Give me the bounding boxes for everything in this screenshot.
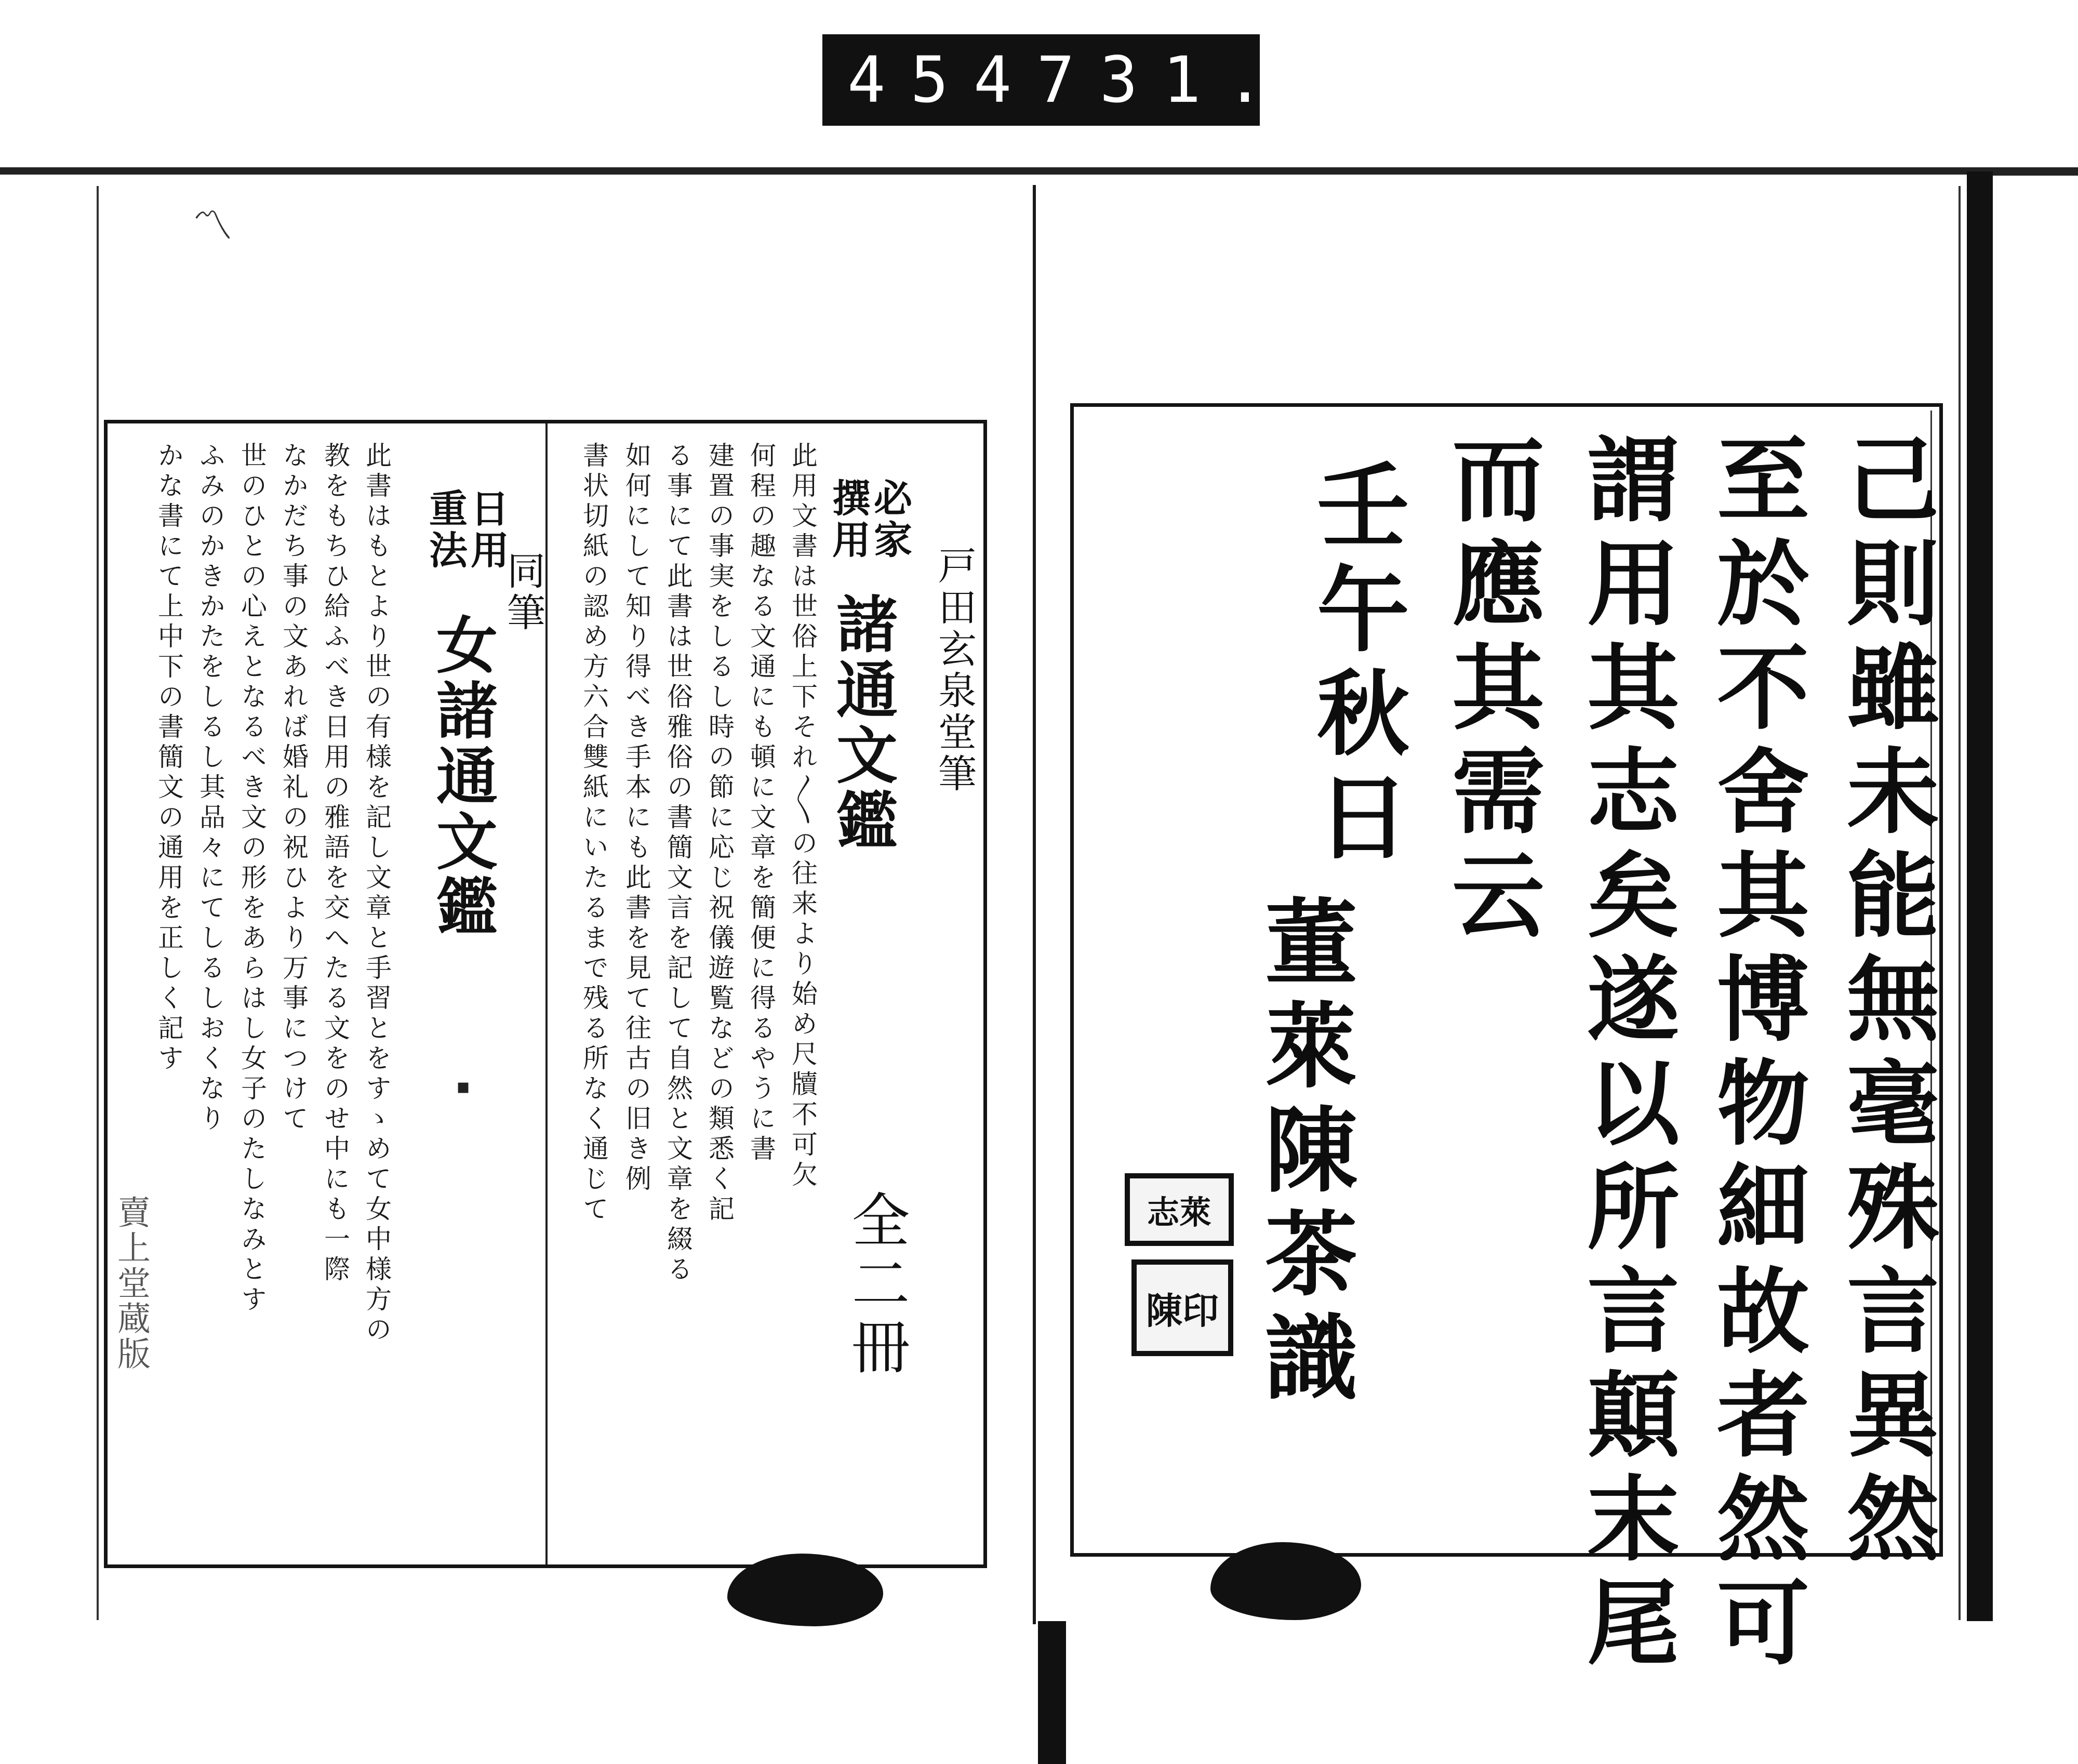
section2-prefix-2: 重法 (423, 488, 468, 572)
small-ink-mark: ▪ (456, 1075, 471, 1098)
calligraphy-signature: 董萊陳茶識 (1249, 894, 1358, 1413)
section1-author: 戸田玄泉堂筆 (932, 546, 977, 795)
seal-lower: 陳印 (1131, 1259, 1233, 1356)
volume-note: 全二冊 (842, 1190, 910, 1380)
shelf-number-label (822, 34, 1289, 126)
spine-rule-right (1993, 169, 2078, 176)
spine-bar (1967, 171, 1993, 1621)
section1-line-4: る事にて此書は世俗雅俗の書簡文言を記して自然と文章を綴る (663, 442, 693, 1285)
section2-line-2: 教をもちひ給ふべき日用の雅語を交へたる文をのせ中にも一際 (320, 442, 350, 1285)
section1-line-2: 何程の趣なる文通にも頓に文章を簡便に得るやうに書 (746, 442, 776, 1165)
section-divider (545, 423, 548, 1564)
calligraphy-column-3: 謂用其志矣遂以所言顛末尾 (1571, 431, 1680, 1678)
calligraphy-column-4: 而應其需云 (1436, 431, 1545, 951)
section1-prefix-2: 撰用 (826, 478, 871, 561)
section1-title: 諸通文鑑 (826, 592, 898, 854)
gutter-post (1038, 1621, 1066, 1764)
shelf-number-left: 454 (847, 43, 1037, 117)
calligraphy-column-1: 己則雖未能無毫殊言異然 (1831, 431, 1940, 1574)
section1-line-5: 如何にして知り得べき手本にも此書を見て往古の旧き例 (621, 442, 651, 1195)
section2-line-6: かな書にて上中下の書簡文の通用を正しく記す (154, 442, 184, 1075)
section1-line-6: 書状切紙の認め方六合雙紙にいたるまで残る所なく通じて (579, 442, 609, 1225)
shelf-number-right: 731. (1036, 43, 1289, 117)
section1-line-1: 此用文書は世俗上下それ〳〵の往来より始め尺牘不可欠 (788, 442, 818, 1191)
seal-upper: 志萊 (1125, 1173, 1234, 1246)
publisher-stamp: 賣上堂蔵版 (112, 1195, 150, 1372)
section2-line-3: なかだち事の文あれば婚礼の祝ひより万事につけて (278, 442, 309, 1135)
section2-line-5: ふみのかきかたをしるし其品々にてしるしおくなり (195, 442, 225, 1135)
section1-line-3: 建置の事実をしるし時の節に応じ祝儀遊覧などの類悉く記 (704, 442, 735, 1225)
gutter-line (1033, 185, 1036, 1624)
calligraphy-date: 壬午秋日 (1301, 457, 1410, 873)
calligraphy-column-2: 至於不舍其博物細故者然可 (1701, 431, 1810, 1678)
section2-author: 同筆 (501, 551, 545, 634)
section1-prefix-1: 必家 (868, 478, 912, 561)
left-page-edge (97, 186, 99, 1620)
section2-line-4: 世のひとの心えとなるべき文の形をあらはし女子のたしなみとす (237, 442, 267, 1316)
section2-title: 女諸通文鑑 (426, 613, 498, 940)
corner-mark: 〽 (192, 203, 233, 249)
section2-line-1: 此書はもとより世の有様を記し文章と手習とをすゝめて女中様方の (362, 442, 392, 1346)
right-page-edge (1959, 186, 1961, 1620)
top-rule (0, 167, 2078, 175)
section2-prefix-1: 日用 (464, 488, 509, 572)
